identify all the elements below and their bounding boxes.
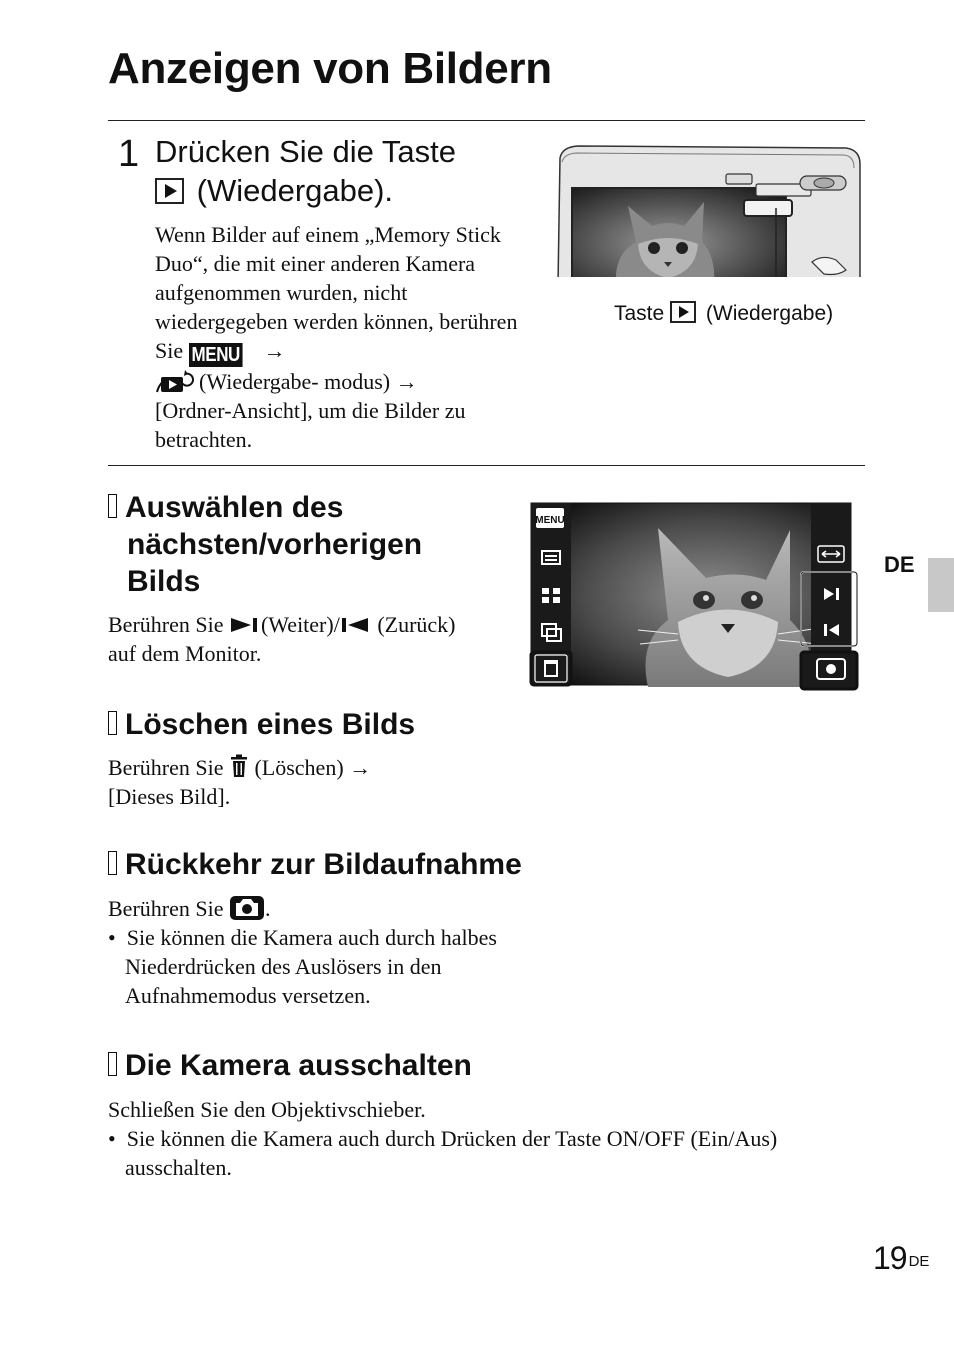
arrow: → xyxy=(349,755,372,780)
section-heading-delete xyxy=(108,706,415,743)
step-heading-line2: (Wiedergabe). xyxy=(196,173,394,208)
body-text: auf dem Monitor. xyxy=(108,641,262,666)
heading-line: Auswählen des xyxy=(125,491,344,524)
step-body-text3: [Ordner-Ansicht], um die Bilder zu betrachten. xyxy=(155,398,466,452)
playback-icon xyxy=(670,301,696,323)
heading-text: Rückkehr zur Bildaufnahme xyxy=(125,848,522,881)
section-body-delete xyxy=(108,753,508,811)
next-icon xyxy=(229,615,261,635)
page-title: Anzeigen von Bildern xyxy=(108,44,552,93)
camera-illustration xyxy=(556,144,861,277)
playback-screen-illustration xyxy=(528,502,862,692)
heading-line: Bilds xyxy=(127,565,201,598)
language-tab-marker xyxy=(928,558,954,612)
bullet-text: Sie können die Kamera auch durch Drücken der Taste ON/OFF (Ein/Aus) ausschalten. xyxy=(125,1126,778,1180)
step-body xyxy=(155,220,545,454)
body-text: [Dieses Bild]. xyxy=(108,784,231,809)
section-heading-power-off xyxy=(108,1047,472,1084)
caption-suffix: (Wiedergabe) xyxy=(705,302,834,325)
section-marker xyxy=(108,851,117,875)
delete-label: (Löschen) xyxy=(254,755,344,780)
playback-mode-icon xyxy=(155,370,195,394)
screen-menu-label: MENU xyxy=(535,515,565,526)
language-tab-label: DE xyxy=(884,552,915,577)
top-divider xyxy=(108,120,865,121)
previous-label: (Zurück) xyxy=(377,612,456,637)
step-number: 1 xyxy=(118,133,140,175)
section-marker xyxy=(108,711,117,735)
next-label: (Weiter)/ xyxy=(260,612,340,637)
heading-text: Die Kamera ausschalten xyxy=(125,1049,472,1082)
page-number-suffix: DE xyxy=(908,1253,930,1270)
page-number xyxy=(873,1238,929,1278)
camera-icon xyxy=(229,895,265,921)
step-body-text1: Wenn Bilder auf einem „Memory Stick Duo“, die mit einer anderen Kamera aufgenommen wurden, nicht wiedergegeben werden können, berühren Sie xyxy=(155,222,518,363)
body-text: Berühren Sie xyxy=(108,896,224,921)
section-marker xyxy=(108,1052,117,1076)
section-divider xyxy=(108,465,865,466)
bullet-item: • Sie können die Kamera auch durch Drücken der Taste ON/OFF (Ein/Aus) ausschalten. xyxy=(108,1126,778,1180)
playback-icon xyxy=(155,178,184,204)
menu-icon: MENU xyxy=(189,343,242,367)
step-heading xyxy=(155,132,525,210)
bullet-text: Sie können die Kamera auch durch halbes Niederdrücken des Auslösers in den Aufnahmemodus versetzen. xyxy=(125,925,497,1008)
heading-line: nächsten/vorherigen xyxy=(127,528,423,561)
heading-text: Löschen eines Bilds xyxy=(125,708,416,741)
section-marker xyxy=(108,494,117,518)
previous-icon xyxy=(340,615,372,635)
page-number-value: 19 xyxy=(873,1240,907,1276)
step-body-text2: (Wiedergabe- modus) xyxy=(199,369,391,394)
section-body-power-off xyxy=(108,1095,868,1182)
body-text: . xyxy=(264,896,271,921)
section-body-return xyxy=(108,894,528,1010)
body-text: Berühren Sie xyxy=(108,755,224,780)
body-text: Schließen Sie den Objektivschieber. xyxy=(108,1097,426,1122)
arrow-2: → xyxy=(395,369,418,394)
body-text: Berühren Sie xyxy=(108,612,224,637)
trash-icon xyxy=(229,754,249,778)
caption-prefix: Taste xyxy=(614,302,665,325)
section-body-next-prev xyxy=(108,610,508,668)
section-heading-return xyxy=(108,846,522,883)
arrow-1: → xyxy=(263,338,286,363)
section-heading-next-prev xyxy=(108,489,422,600)
step-heading-line1: Drücken Sie die Taste xyxy=(155,134,456,169)
camera-caption xyxy=(614,300,833,328)
bullet-item: • Sie können die Kamera auch durch halbes Niederdrücken des Auslösers in den Aufnahmemodus versetzen. xyxy=(108,925,497,1008)
